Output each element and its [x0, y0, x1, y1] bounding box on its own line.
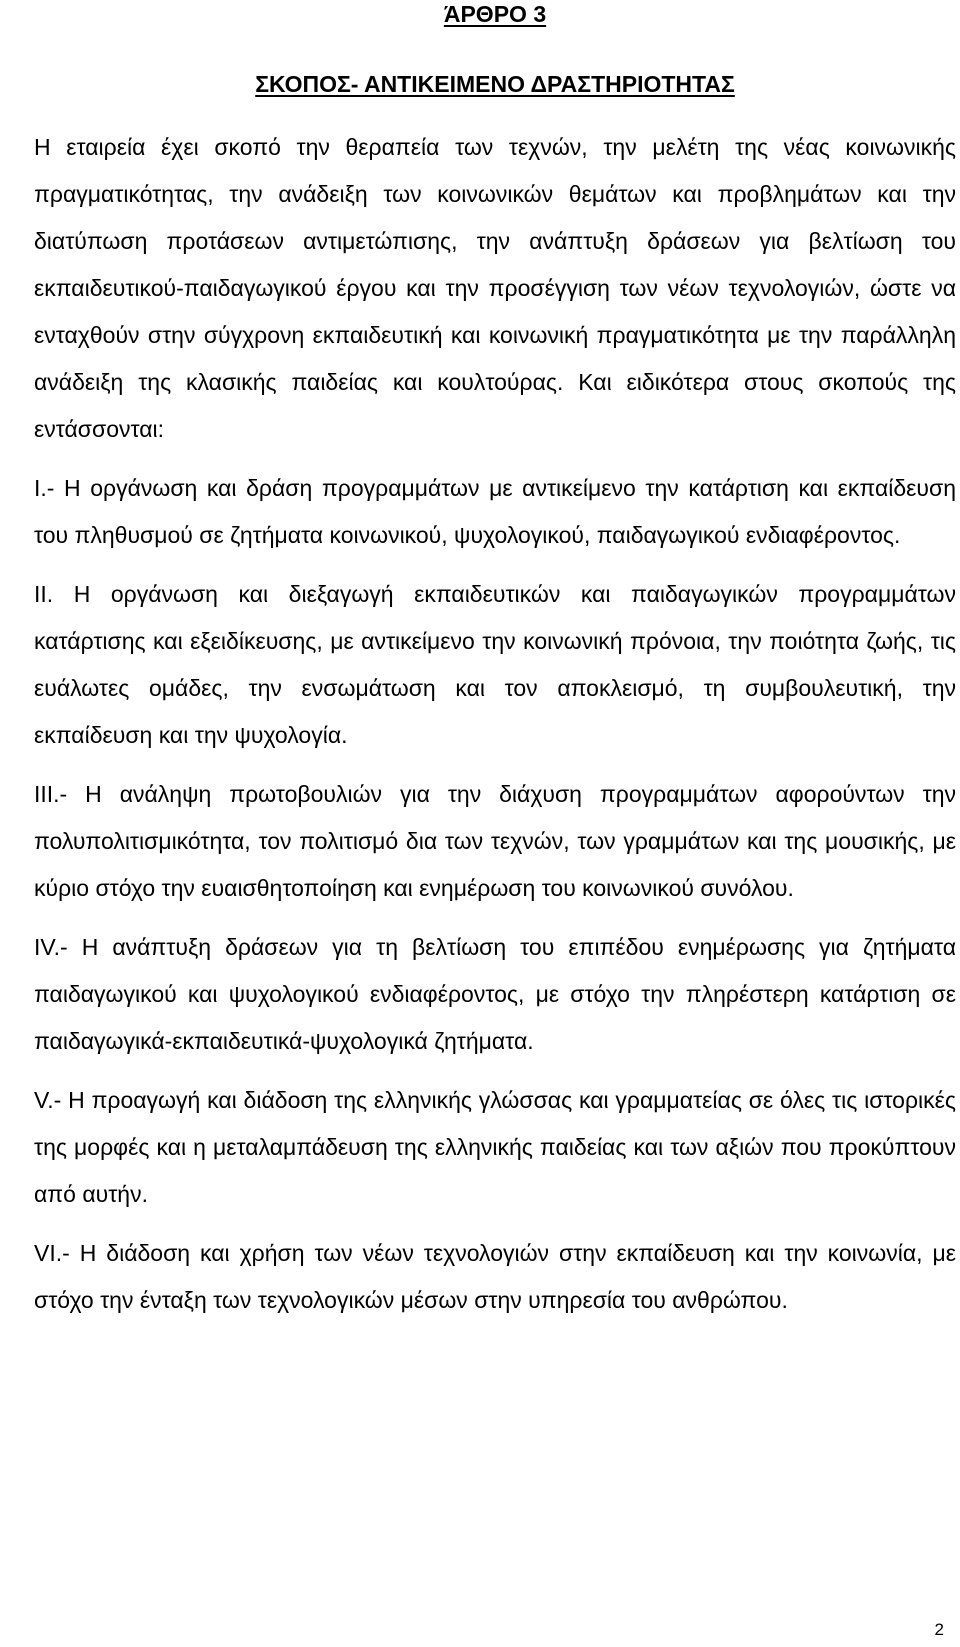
- page-number: 2: [934, 1620, 944, 1639]
- article-subtitle: ΣΚΟΠΟΣ- ΑΝΤΙΚΕΙΜΕΝΟ ΔΡΑΣΤΗΡΙΟΤΗΤΑΣ: [255, 71, 735, 97]
- list-item: II. Η οργάνωση και διεξαγωγή εκπαιδευτικών και παιδαγωγικών προγραμμάτων κατάρτισης και εξειδίκευσης, με αντικείμενο την κοινωνική πρόνοια, την ποιότητα ζωής, τις ευάλωτες ομάδες, την ενσωμάτωση και τον αποκλεισμό, τη συμβουλευτική, την εκπαίδευση και την ψυχολογία.: [34, 581, 956, 748]
- document-page: [34, 0, 956, 1324]
- intro-paragraph: Η εταιρεία έχει σκοπό την θεραπεία των τεχνών, την μελέτη της νέας κοινωνικής πραγματικότητας, την ανάδειξη των κοινωνικών θεμάτων και προβλημάτων και την διατύπωση προτάσεων αντιμετώπισης, την ανάπτυξη δράσεων για βελτίωση του εκπαιδευτικού-παιδαγωγικού έργου και την προσέγγιση των νέων τεχνολογιών, ώστε να ενταχθούν στην σύγχρονη εκπαιδευτική και κοινωνική πραγματικότητα με την παράλληλη ανάδειξη της κλασικής παιδείας και κουλτούρας. Και ειδικότερα στους σκοπούς της εντάσσονται:: [34, 134, 956, 442]
- list-item: III.- Η ανάληψη πρωτοβουλιών για την διάχυση προγραμμάτων αφορούντων την πολυπολιτισμικότητα, τον πολιτισμό δια των τεχνών, των γραμμάτων και της μουσικής, με κύριο στόχο την ευαισθητοποίηση και ενημέρωση του κοινωνικού συνόλου.: [34, 781, 956, 901]
- list-item: V.- Η προαγωγή και διάδοση της ελληνικής γλώσσας και γραμματείας σε όλες τις ιστορικές της μορφές και η μεταλαμπάδευση της ελληνικής παιδείας και των αξιών που προκύπτουν από αυτήν.: [34, 1087, 956, 1207]
- article-title: ΆΡΘΡΟ 3: [443, 1, 547, 27]
- list-item: IV.- Η ανάπτυξη δράσεων για τη βελτίωση του επιπέδου ενημέρωσης για ζητήματα παιδαγωγικού και ψυχολογικού ενδιαφέροντος, με στόχο την πληρέστερη κατάρτιση σε παιδαγωγικά-εκπαιδευτικά-ψυχολογικά ζητήματα.: [34, 934, 956, 1054]
- list-item: VI.- Η διάδοση και χρήση των νέων τεχνολογιών στην εκπαίδευση και την κοινωνία, με στόχο την ένταξη των τεχνολογικών μέσων στην υπηρεσία του ανθρώπου.: [34, 1240, 956, 1313]
- list-item: I.- Η οργάνωση και δράση προγραμμάτων με αντικείμενο την κατάρτιση και εκπαίδευση του πληθυσμού σε ζητήματα κοινωνικού, ψυχολογικού, παιδαγωγικού ενδιαφέροντος.: [34, 475, 956, 548]
